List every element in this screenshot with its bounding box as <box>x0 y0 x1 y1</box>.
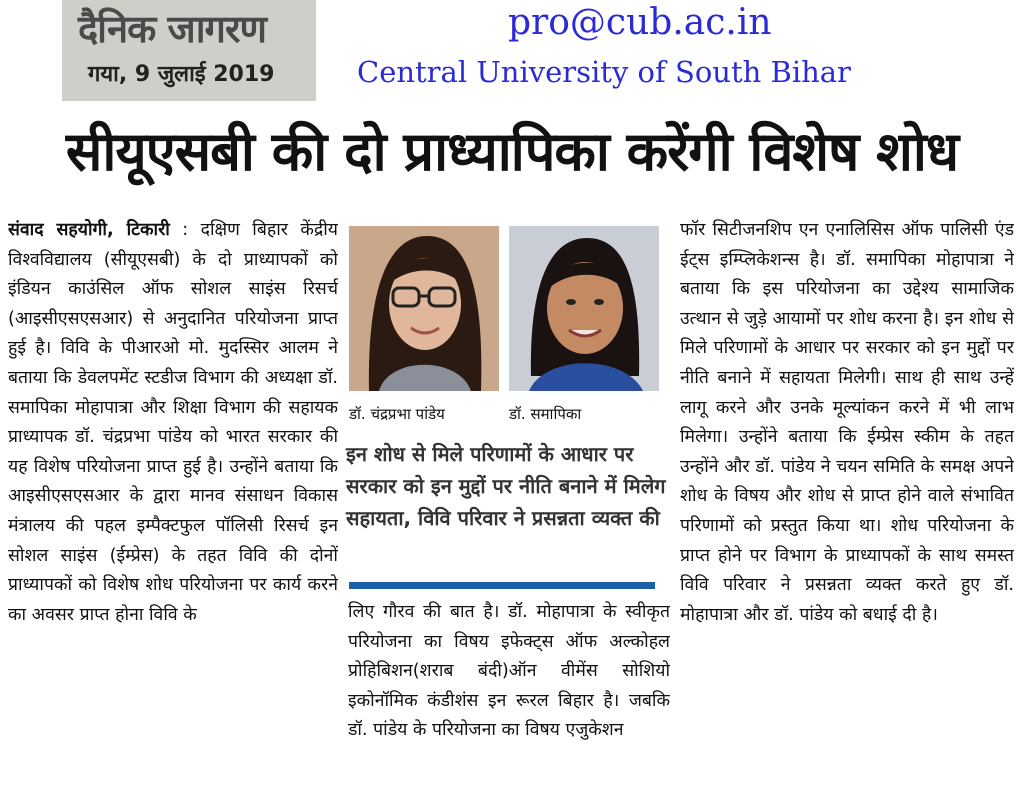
dateline: गया, 9 जुलाई 2019 <box>88 62 275 87</box>
article-column-3 <box>680 216 1014 806</box>
photo-samapika <box>509 226 659 391</box>
photo-caption-1: डॉ. चंद्रप्रभा पांडेय <box>349 405 445 423</box>
article-column-2 <box>348 598 670 806</box>
article-column-1 <box>8 216 338 806</box>
contact-email: pro@cub.ac.in <box>508 2 772 43</box>
photo-chandraprabha-pandey <box>349 226 499 391</box>
article-text-3: फॉर सिटीजनशिप एन एनालिसिस ऑफ पालिसी एंड ईट्स इम्प्लिकेशन्स है। डॉ. समापिका मोहापात्रा ने बताया कि इस परियोजना का उद्देश्य सामाजिक उत्थान से जुड़े आयामों पर शोध करना है। इन शोध से मिले परिणामों के आधार पर सरकार को इन मुद्दों पर नीति बनाने में सहायता मिलेगी। साथ ही साथ उन्हें लागू करने और उनके मूल्यांकन करने में भी लाभ मिलेगा। उन्होंने बताया कि ईम्प्रेस स्कीम के तहत उन्होंने और डॉ. पांडेय ने चयन समिति के समक्ष अपने शोध के विषय और शोध से प्राप्त होने वाले संभावित परिणामों को प्रस्तुत किया था। शोध परियोजना के प्राप्त होने पर विभाग के प्राध्यापकों के साथ समस्त विवि परिवार ने प्रसन्नता व्यक्त करते हुए डॉ. मोहापात्रा और डॉ. पांडेय को बधाई दी है। <box>680 220 1014 625</box>
byline: संवाद सहयोगी, टिकारी <box>8 220 170 240</box>
article-text-2: लिए गौरव की बात है। डॉ. मोहापात्रा के स्वीकृत परियोजना का विषय इफेक्ट्स ऑफ अल्कोहल प्रोहिबिशन(शराब बंदी)ऑन वीमेंस सोशियो इकोनॉमिक कंडीशंस इन रूरल बिहार है। जबकि डॉ. पांडेय के परियोजना का विषय एजुकेशन <box>348 602 670 741</box>
headline: सीयूएसबी की दो प्राध्यापिका करेंगी विशेष शोध <box>65 120 959 183</box>
university-name: Central University of South Bihar <box>357 55 851 89</box>
byline-separator: : <box>169 220 201 240</box>
pull-quote-rule <box>349 582 655 589</box>
pull-quote: इन शोध से मिले परिणामों के आधार पर सरकार को इन मुद्दों पर नीति बनाने में मिलेग सहायता, विवि परिवार ने प्रसन्नता व्यक्त की <box>346 442 666 530</box>
article-text-1: दक्षिण बिहार केंद्रीय विश्वविद्यालय (सीयूएसबी) के दो प्राध्यापकों को इंडियन काउंसिल ऑफ सोशल साइंस रिसर्च (आइसीएसएसआर) से अनुदानित परियोजना प्राप्त हुई है। विवि के पीआरओ मो. मुदस्सिर आलम ने बताया कि डेवलपमेंट स्टडीज विभाग की अध्यक्षा डॉ. समापिका मोहापात्रा और शिक्षा विभाग की सहायक प्राध्यापक डॉ. चंद्रप्रभा पांडेय को भारत सरकार की यह विशेष परियोजना प्राप्त हुई है। उन्होंने बताया कि आइसीएसएसआर के द्वारा मानव संसाधन विकास मंत्रालय की पहल इम्पैक्टफुल पॉलिसी रिसर्च इन सोशल साइंस (ईम्प्रेस) के तहत विवि की दोनों प्राध्यापकों को विशेष शोध परियोजना पर कार्य करने का अवसर प्राप्त होना विवि के <box>8 220 338 625</box>
newspaper-name: दैनिक जागरण <box>78 7 266 51</box>
photo-caption-2: डॉ. समापिका <box>509 405 582 423</box>
masthead <box>62 0 316 101</box>
